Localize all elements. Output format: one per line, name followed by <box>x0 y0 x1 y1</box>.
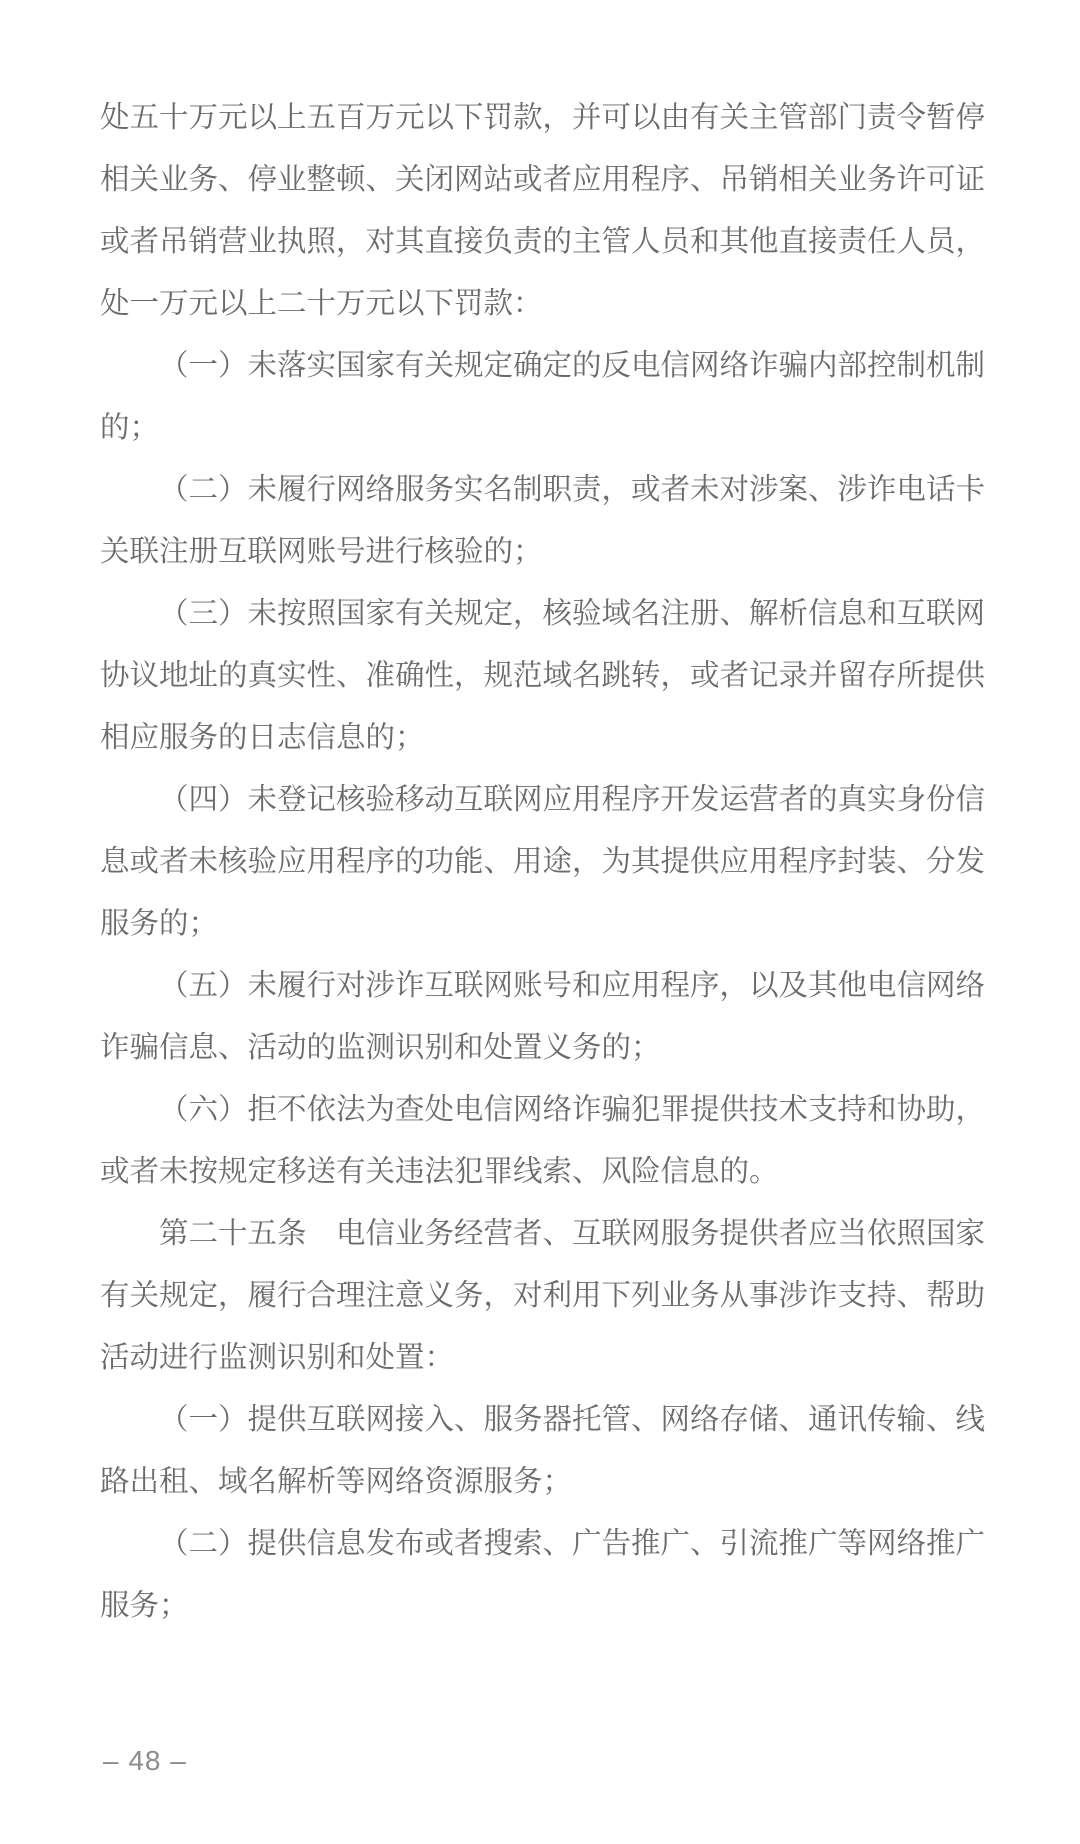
text-line: 的； <box>100 411 160 444</box>
text-line: 服务； <box>100 1589 189 1622</box>
paragraph <box>100 335 985 459</box>
text-line: 息或者未核验应用程序的功能、用途，为其提供应用程序封装、分发 <box>100 845 985 878</box>
paragraph <box>100 87 985 335</box>
text-line: （四）未登记核验移动互联网应用程序开发运营者的真实身份信 <box>159 783 985 816</box>
text-line: 第二十五条 电信业务经营者、互联网服务提供者应当依照国家 <box>159 1217 985 1250</box>
text-line: 处一万元以上二十万元以下罚款： <box>100 287 543 320</box>
text-line: 相应服务的日志信息的； <box>100 721 425 754</box>
text-line: （一）提供互联网接入、服务器托管、网络存储、通讯传输、线 <box>159 1403 985 1436</box>
text-line: （二）未履行网络服务实名制职责，或者未对涉案、涉诈电话卡 <box>159 473 985 506</box>
text-line: 关联注册互联网账号进行核验的； <box>100 535 543 568</box>
text-line: 有关规定，履行合理注意义务，对利用下列业务从事涉诈支持、帮助 <box>100 1279 985 1312</box>
paragraph <box>100 1203 985 1389</box>
paragraph <box>100 769 985 955</box>
text-line: 相关业务、停业整顿、关闭网站或者应用程序、吊销相关业务许可证 <box>100 163 985 196</box>
text-line: 活动进行监测识别和处置： <box>100 1341 455 1374</box>
text-line: （三）未按照国家有关规定，核验域名注册、解析信息和互联网 <box>159 597 985 630</box>
paragraph <box>100 1079 985 1203</box>
page-number: – 48 – <box>103 1745 187 1776</box>
text-line: 路出租、域名解析等网络资源服务； <box>100 1465 573 1498</box>
document-body-text <box>100 87 985 1637</box>
text-line: （六）拒不依法为查处电信网络诈骗犯罪提供技术支持和协助， <box>159 1093 985 1126</box>
text-line: （一）未落实国家有关规定确定的反电信网络诈骗内部控制机制 <box>159 349 985 382</box>
paragraph <box>100 1513 985 1637</box>
text-line: 处五十万元以上五百万元以下罚款，并可以由有关主管部门责令暂停 <box>100 101 985 134</box>
text-line: 诈骗信息、活动的监测识别和处置义务的； <box>100 1031 661 1064</box>
text-line: （二）提供信息发布或者搜索、广告推广、引流推广等网络推广 <box>159 1527 985 1560</box>
paragraph <box>100 583 985 769</box>
text-line: 协议地址的真实性、准确性，规范域名跳转，或者记录并留存所提供 <box>100 659 985 692</box>
text-line: 服务的； <box>100 907 219 940</box>
text-line: （五）未履行对涉诈互联网账号和应用程序，以及其他电信网络 <box>159 969 985 1002</box>
text-line: 或者未按规定移送有关违法犯罪线索、风险信息的。 <box>100 1155 779 1188</box>
paragraph <box>100 955 985 1079</box>
page-footer <box>103 1741 187 1781</box>
paragraph <box>100 1389 985 1513</box>
paragraph <box>100 459 985 583</box>
text-line: 或者吊销营业执照，对其直接负责的主管人员和其他直接责任人员， <box>100 225 985 258</box>
